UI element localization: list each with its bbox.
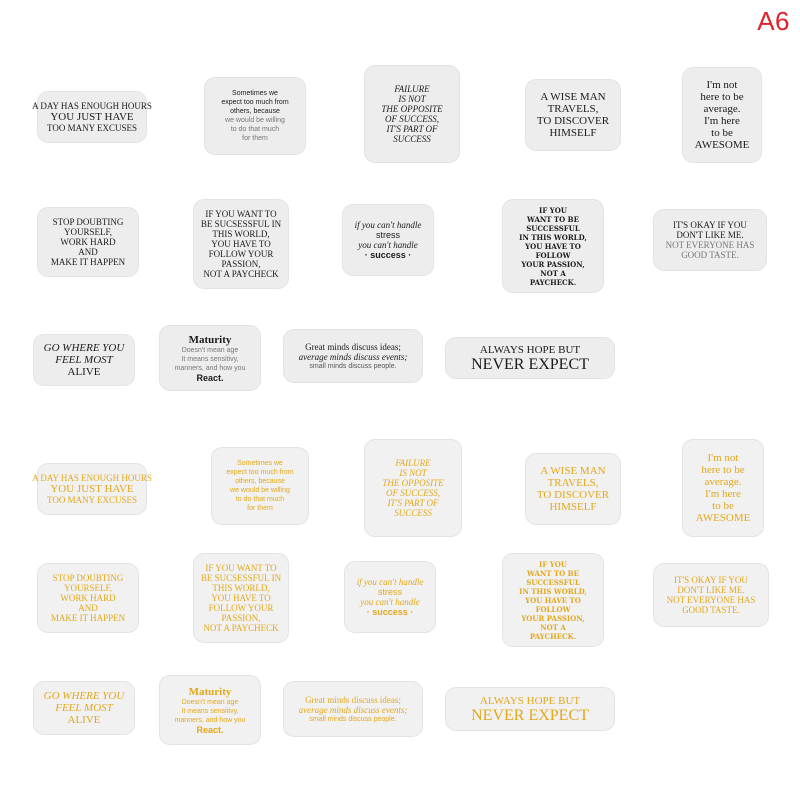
sticker-failure-gold: FAILURE IS NOT THE OPPOSITE OF SUCCESS, IT'S PART OF SUCCESS — [365, 440, 461, 536]
sticker-failure: FAILURE IS NOT THE OPPOSITE OF SUCCESS, IT'S PART OF SUCCESS — [365, 66, 459, 162]
sticker-wise-man-gold: A WISE MAN TRAVELS, TO DISCOVER HIMSELF — [526, 454, 620, 524]
sticker-passion-slab-gold: IF YOU WANT TO BE SUCCESSFUL IN THIS WORLD, YOU HAVE TO FOLLOW YOUR PASSION, NOT A PAYCHECK. — [503, 554, 603, 646]
sticker-maturity-gold: Maturity Doesn't mean age It means sensitivy, manners, and how you React. — [160, 676, 260, 744]
sticker-wise-man: A WISE MAN TRAVELS, TO DISCOVER HIMSELF — [526, 80, 620, 150]
sticker-expect-too-much-gold: Sometimes we expect too much from others, because we would be willing to do that much for them — [212, 448, 308, 524]
sticker-stop-doubting: STOP DOUBTING YOURSELF, WORK HARD AND MAKE IT HAPPEN — [38, 208, 138, 276]
sticker-go-where-gold: GO WHERE YOU FEEL MOST ALIVE — [34, 682, 134, 734]
sticker-hope-gold: ALWAYS HOPE BUT NEVER EXPECT — [446, 688, 614, 730]
sticker-great-minds-gold: Great minds discuss ideas; average minds discuss events; small minds discuss people. — [284, 682, 422, 736]
sticker-passion-serif: IF YOU WANT TO BE SUCSESSFUL IN THIS WORLD, YOU HAVE TO FOLLOW YOUR PASSION, NOT A PAYCHECK — [194, 200, 288, 288]
sticker-great-minds: Great minds discuss ideas; average minds discuss events; small minds discuss people. — [284, 330, 422, 382]
sticker-not-average: I'm not here to be average. I'm here to be AWESOME — [683, 68, 761, 162]
sticker-maturity: Maturity Doesn't mean age It means sensitivy, manners, and how you React. — [160, 326, 260, 390]
sticker-stop-doubting-gold: STOP DOUBTING YOURSELF, WORK HARD AND MAKE IT HAPPEN — [38, 564, 138, 632]
sticker-enough-hours-gold: A DAY HAS ENOUGH HOURS YOU JUST HAVE TOO MANY EXCUSES — [38, 464, 146, 514]
sticker-okay-gold: IT'S OKAY IF YOU DON'T LIKE ME. NOT EVERYONE HAS GOOD TASTE. — [654, 564, 768, 626]
sticker-passion-slab: IF YOU WANT TO BE SUCCESSFUL IN THIS WORLD, YOU HAVE TO FOLLOW YOUR PASSION, NOT A PAYCHECK. — [503, 200, 603, 292]
sticker-not-average-gold: I'm not here to be average. I'm here to be AWESOME — [683, 440, 763, 536]
sticker-enough-hours: A DAY HAS ENOUGH HOURS YOU JUST HAVE TOO MANY EXCUSES — [38, 92, 146, 142]
sticker-go-where: GO WHERE YOU FEEL MOST ALIVE — [34, 335, 134, 385]
variant-code-label: A6 — [757, 6, 790, 36]
sticker-stress-gold: if you can't handle stress you can't handle · success · — [345, 562, 435, 632]
sticker-okay: IT'S OKAY IF YOU DON'T LIKE ME. NOT EVERYONE HAS GOOD TASTE. — [654, 210, 766, 270]
sticker-passion-serif-gold: IF YOU WANT TO BE SUCSESSFUL IN THIS WORLD, YOU HAVE TO FOLLOW YOUR PASSION, NOT A PAYCHECK — [194, 554, 288, 642]
sticker-expect-too-much: Sometimes we expect too much from others, because we would be willing to do that much for them — [205, 78, 305, 154]
sticker-hope: ALWAYS HOPE BUT NEVER EXPECT — [446, 338, 614, 378]
sticker-stress: if you can't handle stress you can't handle · success · — [343, 205, 433, 275]
